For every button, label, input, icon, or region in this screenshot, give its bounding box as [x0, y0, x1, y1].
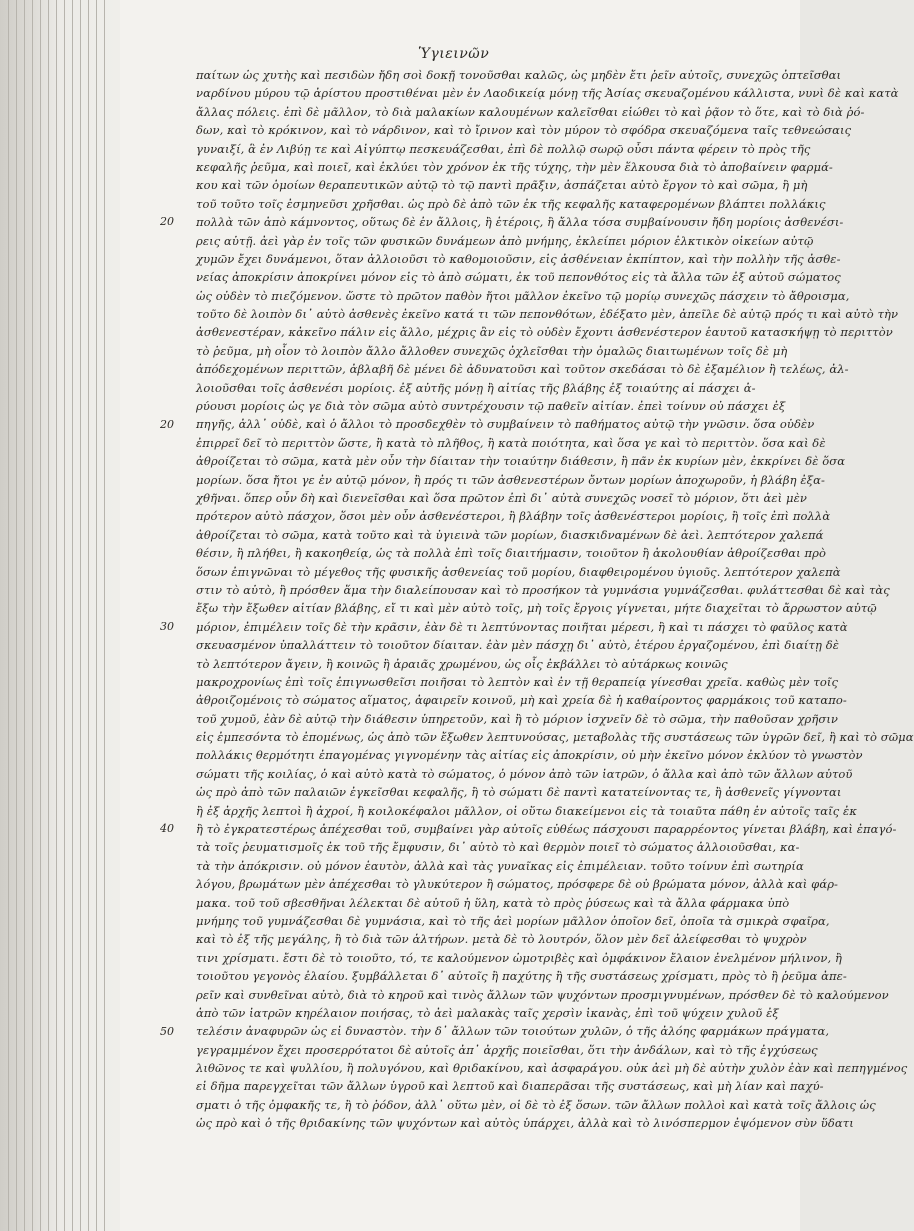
page-edge — [72, 0, 73, 1231]
page-edge — [56, 0, 57, 1231]
text-line: ἄλλας πόλεις. ἐπὶ δὲ μᾶλλον, τὸ διὰ μαλακίων καλουμένων καλεῖσθαι εἰώθει τὸ καὶ ῥᾷον τὸ ὅτε, καὶ τὸ διὰ ῥό- — [196, 104, 865, 119]
page-edge — [16, 0, 17, 1231]
text-line: ναρδίνου μύρου τῷ ἀρίστου προστιθέναι μὲν ἐν Λαοδικείᾳ μόνῃ τῆς Ἀσίας σκευαζομένου κάλλιστα, νυνὶ δὲ καὶ κατὰ — [196, 86, 899, 101]
text-line: νείας ἀποκρίσιν ἀποκρίνει μόνον εἰς τὸ ἀπὸ σώματι, ἐκ τοῦ πεπονθότος εἰς τὰ ἄλλα τῶν ἐξ αὐτοῦ σώματος — [196, 270, 841, 285]
text-line: ἀπὸ τῶν ἰατρῶν κηρέλαιον ποιήσας, τὸ ἀεὶ μαλακὰς ταῖς χερσὶν ἰκανὰς, ἐπὶ τοῦ ψύχειν χυλοῦ ἐξ — [196, 1005, 779, 1020]
text-line: ἢ τὸ ἐγκρατεστέρως ἀπέχεσθαι τοῦ, συμβαίνει γὰρ αὐτοῖς εὐθέως πάσχουσι παραρρέοντος γίνεται βλάβη, καὶ ἐπαγό- — [196, 822, 897, 837]
text-line: λοιοῦσθαι τοῖς ἀσθενέσι μορίοις. ἐξ αὐτῆς μόνῃ ἢ αἰτίας τῆς βλάβης ἐξ τοιαύτης αἱ πάσχει ἀ- — [196, 380, 756, 395]
page-edge — [96, 0, 97, 1231]
text-line: τὰ τὴν ἀπόκρισιν. οὐ μόνον ἑαυτὸν, ἀλλὰ καὶ τὰς γυναῖκας εἰς ἐπιμέλειαν. τοῦτο τοίνυν ἐπὶ σωτηρία — [196, 858, 804, 873]
text-line: παίτων ὡς χυτὴς καὶ πεσιδὼν ἤδη σοὶ δοκῇ τονοῦσθαι καλῶς, ὡς μηδὲν ἔτι ῥεῖν αὐτοῖς, συνεχῶς ὀπτεῖσθαι — [196, 68, 842, 82]
text-line: τοῦ χυμοῦ, ἐὰν δὲ αὐτῷ τὴν διάθεσιν ὑπηρετοῦν, καὶ ἢ τὸ μόριον ἰσχνεῖν δὲ τὸ σῶμα, τὴν παθοῦσαν χρῆσιν — [196, 711, 839, 726]
text-line: ἀσθενεστέραν, κἀκεῖνο πάλιν εἰς ἄλλο, μέχρις ἂν εἰς τὸ οὐδὲν ἔχοντι ἀσθενέστερον ἑαυτοῦ κατασκήψῃ τὸ περιττὸν — [196, 325, 893, 340]
text-line: ὡς πρὸ καὶ ὁ τῆς θριδακίνης τῶν ψυχόντων καὶ αὐτὸς ὑπάρχει, ἀλλὰ καὶ τὸ λινόσπερμον ἐψόμενον σὺν ὕδατι — [196, 1116, 854, 1131]
line-number: 50 — [160, 1024, 174, 1038]
text-line: ὡς πρὸ ἀπὸ τῶν παλαιῶν ἐγκεῖσθαι κεφαλῆς, ἢ τὸ σώματι δὲ παντὶ κατατείνοντας τε, ἢ ἀσθενεῖς γίγνονται — [196, 785, 842, 800]
text-line: γεγραμμένον ἔχει προσερρότατοι δὲ αὐτοῖς ἀπ᾽ ἀρχῆς ποιεῖσθαι, ὅτι τὴν ἀνδάλων, καὶ τὸ τῆς ἐγχύσεως — [196, 1042, 818, 1057]
text-line: μακροχρονίως ἐπὶ τοῖς ἐπιγνωσθεῖσι ποιῆσαι τὸ λεπτὸν καὶ ἐν τῇ θεραπείᾳ γίνεσθαι χρεῖα. καθὼς μὲν τοῖς — [196, 674, 839, 689]
line-number: 20 — [160, 215, 174, 229]
text-line: τελέσιν ἀναφυρῶν ὡς εἰ δυναστὸν. τὴν δ᾽ ἄλλων τῶν τοιούτων χυλῶν, ὁ τῆς ἀλόης φαρμάκων πράγματα, — [196, 1024, 830, 1039]
text-line: ἐπιρρεῖ δεῖ τὸ περιττὸν ὥστε, ἢ κατὰ τὸ πλῆθος, ἢ κατὰ ποιότητα, καὶ ὅσα γε καὶ τὸ περιττὸν. ὅσα καὶ δὲ — [196, 435, 826, 450]
text-line: ρεις αὐτῇ. ἀεὶ γὰρ ἐν τοῖς τῶν φυσικῶν δυνάμεων ἀπὸ μνήμης, ἐκλείπει μόριον ἐλκτικὸν οἰκείων αὐτῷ — [196, 233, 814, 248]
text-line: ἀθροίζεται τὸ σῶμα, κατὰ μὲν οὖν τὴν δίαιταν τὴν τοιαύτην διάθεσιν, ἢ πᾶν ἐκ κυρίων μὲν, ἐκκρίνει δὲ ὅσα — [196, 454, 846, 469]
text-line: ἀθροιζομένοις τὸ σώματος αἵματος, ἀφαιρεῖν κοινοῦ, μὴ καὶ χρεία δὲ ἡ καθαίροντος φαρμάκοις τοῦ καταπο- — [196, 693, 847, 708]
text-line: τοῦ τοῦτο τοῖς ἐσμηνεῦσι χρῆσθαι. ὡς πρὸ δὲ ἀπὸ τῶν ἐκ τῆς κεφαλῆς καταφερομένων βλάπτει πολλάκις — [196, 196, 826, 211]
page-edge — [40, 0, 41, 1231]
text-line: λιθῶνος τε καὶ ψυλλίου, ἢ πολυγόνου, καὶ θριδακίνου, καὶ ἀσφαράγου. οὐκ ἀεὶ μὴ δὲ αὐτὴν χυλὸν ἐὰν καὶ πεπηγμένος — [196, 1061, 908, 1076]
page-edge — [88, 0, 89, 1231]
text-line: τοιοῦτου γεγονὸς ἐλαίου. ξυμβάλλεται δ᾽ αὐτοῖς ἢ παχύτης ἢ τῆς συστάσεως χρίσματι, πρὸς τὸ ἢ ῥεῦμα ἀπε- — [196, 969, 847, 984]
text-line: μακα. τοῦ τοῦ σβεσθῆναι λέλεκται δὲ αὐτοῦ ἡ ὕλη, κατὰ τὸ πρὸς ῥύσεως καὶ τὰ ἄλλα φάρμακα ὑπὸ — [196, 895, 790, 910]
text-line: πολλὰ τῶν ἀπὸ κάμνοντος, οὕτως δὲ ἐν ἄλλοις, ἢ ἑτέροις, ἢ ἄλλα τόσα συμβαίνουσιν ἤδη μορίοις ἀσθενέσι- — [196, 215, 844, 230]
text-line: κεφαλῆς ῥεῦμα, καὶ ποιεῖ, καὶ ἐκλύει τὸν χρόνον ἐκ τῆς τύχης, τὴν μὲν ἕλκουσα διὰ τὸ ἀποβαίνειν φαρμά- — [196, 159, 833, 174]
text-line: ἀπόδεχομένων περιττῶν, ἀβλαβῆ δὲ μένει δὲ ἀδυνατοῦσι καὶ τοῦτον σκεδάσαι τὸ δὲ ἐξαμέλιον ἢ τελέως, ἀλ- — [196, 362, 849, 377]
text-line: πηγῆς, ἀλλ᾽ οὐδὲ, καὶ ὁ ἄλλοι τὸ προσδεχθὲν τὸ συμβαίνειν τὸ παθήματος αὐτῷ τὴν γνῶσιν. ὅσα οὐδὲν — [196, 417, 815, 432]
text-block — [196, 66, 914, 1133]
page-edge — [104, 0, 105, 1231]
page-edge — [24, 0, 25, 1231]
running-head: Ὑγιεινῶν — [418, 46, 490, 62]
text-line: μνήμης τοῦ γυμνάζεσθαι δὲ γυμνάσια, καὶ τὸ τῆς ἀεὶ μορίων μᾶλλον ὁποῖον δεῖ, ὁποῖα τὰ σμικρὰ σφαῖρα, — [196, 913, 830, 928]
text-line: δων, καὶ τὸ κρόκινον, καὶ τὸ νάρδινον, καὶ τὸ ἴρινον καὶ τὸν μύρον τὸ σφόδρα σκευαζόμενα ταῖς τεθνεώσαις — [196, 123, 852, 138]
text-line: ὅσων ἐπιγνῶναι τὸ μέγεθος τῆς φυσικῆς ἀσθενείας τοῦ μορίου, διαφθειρομένου ὑγιοῦς. λεπτότερον χαλεπὰ — [196, 564, 841, 579]
text-line: ὡς οὐδὲν τὸ πιεζόμενον. ὥστε τὸ πρῶτον παθὸν ἤτοι μᾶλλον ἐκεῖνο τῷ μορίῳ συνεχῶς πάσχειν τὸ ἄθροισμα, — [196, 288, 850, 303]
text-line: ἀθροίζεται τὸ σῶμα, κατὰ τοῦτο καὶ τὰ ὑγιεινὰ τῶν μορίων, διασκιδναμένων δὲ ἀεὶ. λεπτότερον χαλεπά — [196, 527, 824, 542]
page-edge — [64, 0, 65, 1231]
text-line: σώματι τῆς κοιλίας, ὁ καὶ αὐτὸ κατὰ τὸ σώματος, ὁ μόνον ἀπὸ τῶν ἰατρῶν, ὁ ἄλλα καὶ ἀπὸ τῶν ἄλλων αὐτοῦ — [196, 766, 853, 781]
line-number: 30 — [160, 620, 174, 633]
text-line: εἰ δῆμα παρεγχεῖται τῶν ἄλλων ὑγροῦ καὶ λεπτοῦ καὶ διαπερᾶσαι τῆς συστάσεως, καὶ μὴ λίαν καὶ παχύ- — [196, 1079, 824, 1094]
line-number: 20 — [160, 417, 174, 431]
text-line: στιν τὸ αὐτὸ, ἢ πρόσθεν ἅμα τὴν διαλείπουσαν καὶ τὸ προσήκον τὰ γυμνάσια γυμνάζεσθαι. φυλάττεσθαι δὲ καὶ τὰς — [196, 582, 890, 597]
text-line: ρύουσι μορίοις ὡς γε διὰ τὸν σῶμα αὐτὸ συντρέχουσιν τῷ παθεῖν αἰτίαν. ἐπεὶ τοίνυν οὐ πάσχει ἐξ — [196, 399, 786, 414]
text-line: τὸ ῥεῦμα, μὴ οἷον τὸ λοιπὸν ἄλλο ἄλλοθεν συνεχῶς ὀχλεῖσθαι τὴν ὀμαλῶς διαιτωμένων τοῖς δὲ μὴ — [196, 343, 788, 358]
text-line: σκευασμένον ὑπαλλάττειν τὸ τοιοῦτον δίαιταν. ἐὰν μὲν πάσχῃ δι᾽ αὐτὸ, ἑτέρου ἐργαζομένου, ἐπὶ διαίτῃ δὲ — [196, 638, 839, 653]
line-number: 40 — [160, 822, 174, 836]
text-line: εἰς ἐμπεσόντα τὸ ἐπομένως, ὡς ἀπὸ τῶν ἔξωθεν λεπτυνούσας, μεταβολὰς τῆς συστάσεως τῶν ὑγρῶν δεῖ, ἢ καὶ τὸ σῶμα — [196, 730, 914, 745]
text-line: λόγου, βρωμάτων μὲν ἀπέχεσθαι τὸ γλυκύτερον ἢ σώματος, πρόσφερε δὲ οὐ βρώματα μόνον, ἀλλὰ καὶ φάρ- — [196, 877, 839, 892]
text-line: χυμῶν ἔχει δυνάμενοι, ὅταν ἀλλοιοῦσι τὸ καθομοιοῦσιν, εἰς ἀσθένειαν ἐκπίπτον, καὶ τὴν πολλὴν τῆς ἀσθε- — [196, 251, 841, 266]
text-line: τὰ τοῖς ῥευματισμοῖς ἐκ τοῦ τῆς ἔμφυσιν, δι᾽ αὐτὸ τὸ καὶ θερμὸν ποιεῖ τὸ σώματος ἀλλοιοῦσθαι, κα- — [196, 840, 800, 855]
text-line: πολλάκις θερμότητι ἐπαγομένας γιγνομένην τὰς αἰτίας εἰς ἀποκρίσιν, οὐ μὴν ἐκεῖνο μόνον ἐκλύον τὸ γνωστὸν — [196, 748, 863, 763]
text-line: ἔξω τὴν ἔξωθεν αἰτίαν βλάβης, εἴ τι καὶ μὲν αὐτὸ τοῖς, μὴ τοῖς ἔργοις γίγνεται, μήτε διαχεῖται τὸ ἄρρωστον αὐτῷ — [196, 601, 877, 616]
text-line: γυναιξί, ἃ ἐν Λιβύῃ τε καὶ Αἰγύπτῳ πεσκευάζεσθαι, ἐπὶ δὲ πολλῷ σωρῷ οὖσι πάντα φέρειν τὸ πρὸς τῆς — [196, 141, 811, 156]
page-edge — [48, 0, 49, 1231]
text-line: μόριον, ἐπιμέλειν τοῖς δὲ τὴν κρᾶσιν, ἐὰν δὲ τι λεπτύνοντας ποιῆται μέρεσι, ἢ καὶ τι πάσχει τὸ φαῦλος κατὰ — [196, 619, 848, 634]
text-line: ἢ ἐξ ἀρχῆς λεπτοὶ ἢ ἀχροί, ἢ κοιλοκέφαλοι μᾶλλον, οἱ οὕτω διακείμενοι εἰς τὰ τοιαῦτα πάθη ἐν αὐτοῖς ταῖς ἐκ — [196, 803, 857, 818]
text-line: τοῦτο δὲ λοιπὸν δι᾽ αὐτὸ ἀσθενὲς ἐκεῖνο κατά τι τῶν πεπονθότων, ἐδέξατο μὲν, ἀπεῖλε δὲ αὐτῷ πρός τι καὶ αὐτὸ τὴν — [196, 307, 899, 322]
page-edge — [8, 0, 9, 1231]
text-line: κου καὶ τῶν ὁμοίων θεραπευτικῶν αὐτῷ τὸ τῷ παντὶ πρᾶξιν, ἀσπάζεται αὐτὸ ἔργον τὸ καὶ σῶμα, ἢ μὴ — [196, 178, 808, 193]
text-line: σματι ὁ τῆς ὀμφακῆς τε, ἢ τὸ ῥόδον, ἀλλ᾽ οὕτω μὲν, οἱ δὲ τὸ ἐξ ὅσων. τῶν ἄλλων πολλοὶ καὶ κατὰ τοῖς ἄλλοις ὡς — [196, 1097, 876, 1112]
binding-gutter — [0, 0, 120, 1231]
page-edge — [80, 0, 81, 1231]
text-line: καὶ τὸ ἐξ τῆς μεγάλης, ἢ τὸ διὰ τῶν ἁλτήρων. μετὰ δὲ τὸ λουτρόν, ὅλον μὲν δεῖ ἀλείφεσθαι τὸ ψυχρὸν — [196, 932, 807, 947]
text-line: τινι χρίσματι. ἔστι δὲ τὸ τοιοῦτο, τό, τε καλούμενον ὠμοτριβὲς καὶ ὀμφάκινον ἔλαιον ἐνελμένον μήλινον, ἢ — [196, 950, 843, 965]
text-line: τὸ λεπτότερον ἄγειν, ἢ κοινῶς ἢ ἀραιᾶς χρωμένου, ὡς οἷς ἐκβάλλει τὸ αὐτάρκως κοινῶς — [196, 656, 728, 671]
text-line: ρεῖν καὶ συνθεῖναι αὐτὸ, διὰ τὸ κηροῦ καὶ τινὸς ἄλλων τῶν ψυχόντων προσμιγνυμένων, πρόσθεν δὲ τὸ καλούμενον — [196, 987, 889, 1002]
text-line: θέσιν, ἢ πλήθει, ἢ κακοηθείᾳ, ὡς τὰ πολλὰ ἐπὶ τοῖς διαιτήμασιν, τοιοῦτον ἢ ἀκολουθίαν ἀθροίζεσθαι πρὸ — [196, 546, 827, 561]
text-line: μορίων. ὅσα ἤτοι γε ἐν αὐτῷ μόνον, ἢ πρός τι τῶν ἀσθενεστέρων ὄντων μορίων ἀποχωροῦν, ἡ βλάβη ἐξα- — [196, 472, 825, 487]
text-line: πρότερον αὐτὸ πάσχον, ὅσοι μὲν οὖν ἀσθενέστεροι, ἢ βλάβην τοῖς ἀσθενέστεροι μορίοις, ἢ τοῖς ἐπὶ πολλὰ — [196, 509, 831, 524]
text-line: χθῆναι. ὅπερ οὖν δὴ καὶ διενεῖσθαι καὶ ὅσα πρῶτον ἐπὶ δι᾽ αὐτὰ συνεχῶς νοσεῖ τὸ μόριον, ὅτι ἀεὶ μὲν — [196, 490, 807, 505]
page-edge — [32, 0, 33, 1231]
